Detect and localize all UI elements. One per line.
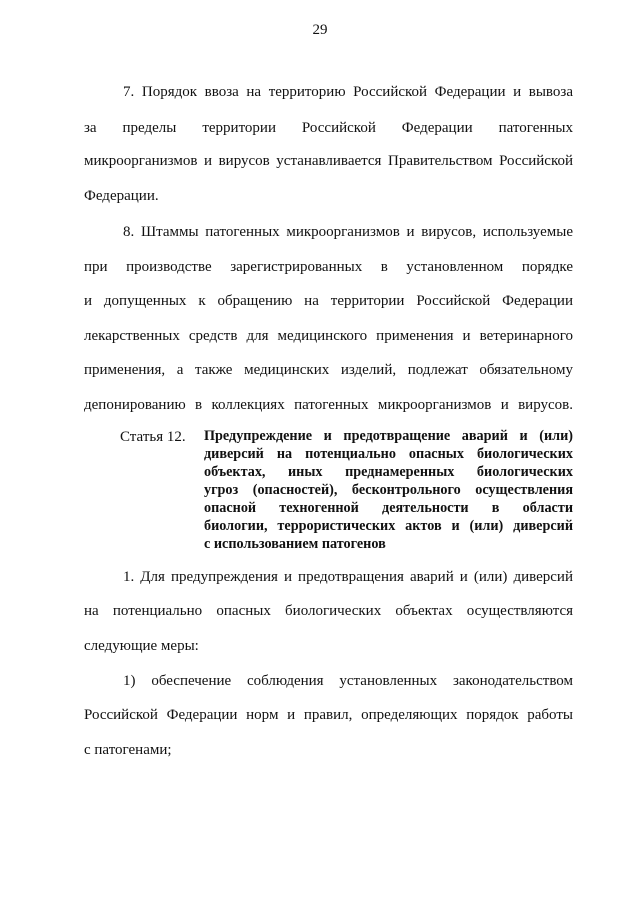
item1-line-2: Российской Федерации норм и правил, определяющих порядок работы [84,707,573,723]
para12-1-line-2: на потенциально опасных биологических объектах осуществляются [84,603,573,619]
article-label: Статья 12. [120,429,186,445]
article-title-line: с использованием патогенов [204,536,386,552]
article-title-line: угроз (опасностей), бесконтрольного осуществления [204,482,573,498]
article-title-line: Предупреждение и предотвращение аварий и (или) [204,428,573,444]
para12-1-line-1: 1. Для предупреждения и предотвращения аварий и (или) диверсий [123,569,573,585]
para7-line-4: Федерации. [84,188,159,204]
item1-line-1: 1) обеспечение соблюдения установленных законодательством [123,673,573,689]
article-title-line: опасной техногенной деятельности в области [204,500,573,516]
para8-line-5: применения, а также медицинских изделий, подлежат обязательному [84,362,573,378]
para8-line-1: 8. Штаммы патогенных микроорганизмов и вирусов, используемые [123,224,573,240]
para8-line-6: депонированию в коллекциях патогенных микроорганизмов и вирусов. [84,397,573,413]
article-title-line: объектах, иных преднамеренных биологических [204,464,573,480]
article-title-line: диверсий на потенциально опасных биологических [204,446,573,462]
para7-line-2: за пределы территории Российской Федерации патогенных [84,120,573,136]
para8-line-4: лекарственных средств для медицинского применения и ветеринарного [84,328,573,344]
para7-line-1: 7. Порядок ввоза на территорию Российской Федерации и вывоза [123,84,573,100]
page-number: 29 [312,22,328,38]
para8-line-2: при производстве зарегистрированных в установленном порядке [84,259,573,275]
para7-line-3: микроорганизмов и вирусов устанавливается Правительством Российской [84,153,573,169]
article-title-line: биологии, террористических актов и (или) диверсий [204,518,573,534]
article-title [204,427,573,553]
para12-1-line-3: следующие меры: [84,638,199,654]
para8-line-3: и допущенных к обращению на территории Российской Федерации [84,293,573,309]
item1-line-3: с патогенами; [84,742,172,758]
